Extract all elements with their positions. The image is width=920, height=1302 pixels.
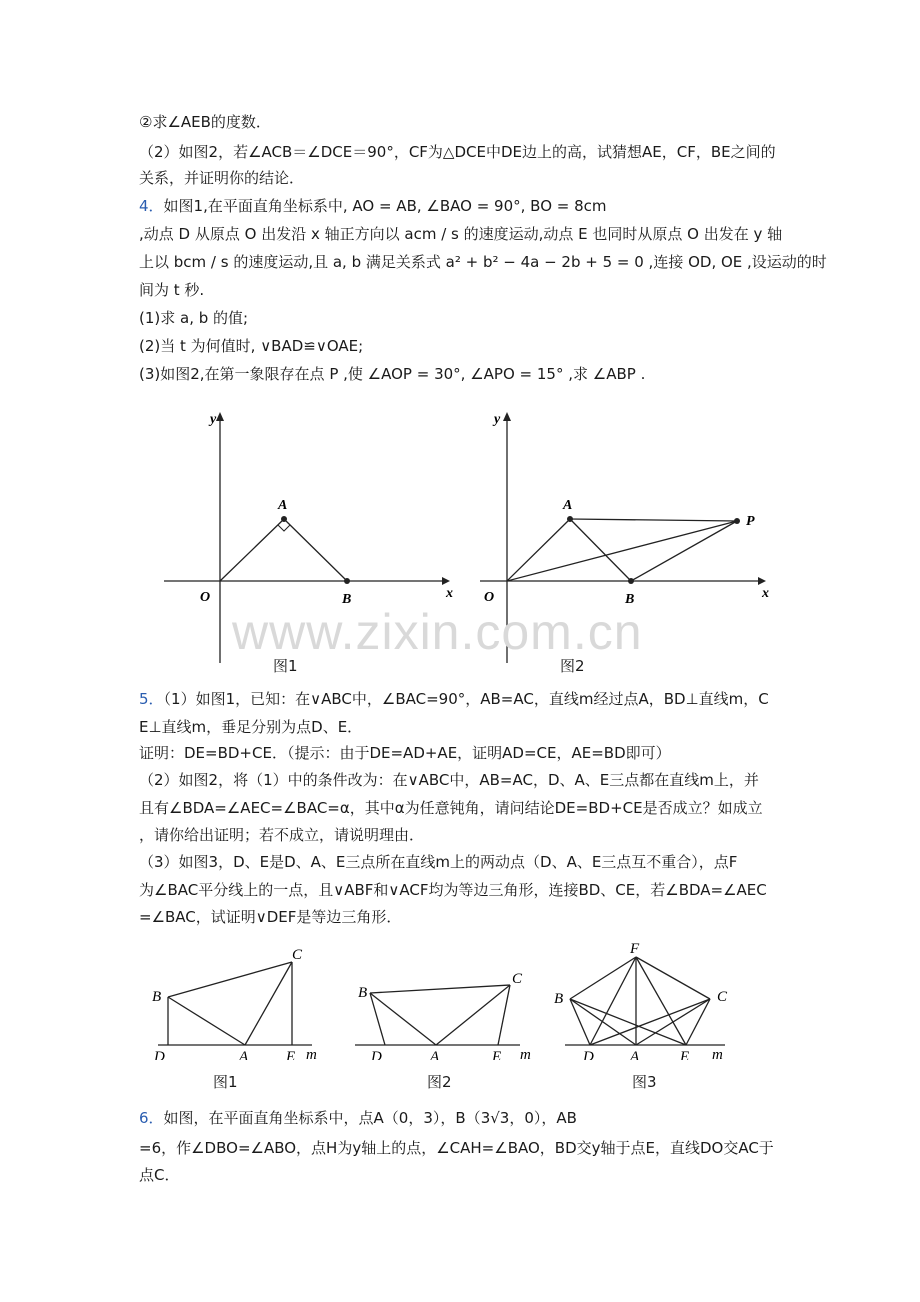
text-line-13: 证明：DE=BD+CE．（提示：由于DE=AD+AE，证明AD=CE，AE=BD即可） xyxy=(139,744,671,762)
q4-fig2-point-P xyxy=(734,518,740,524)
q5-fig3-label-A: A xyxy=(630,1049,640,1060)
q5-fig1-label-A: A xyxy=(239,1049,249,1060)
q4-fig1-point-A xyxy=(281,516,287,522)
q5-fig1-label-E: E xyxy=(286,1049,296,1060)
q4-part3: (3)如图2,在第一象限存在点 P ,使 ∠AOP = 30°, ∠APO = 15° ,求 ∠ABP . xyxy=(139,365,646,383)
q5-fig1-label-C: C xyxy=(292,947,303,963)
q4-caption-fig1: 图1 xyxy=(273,657,298,675)
q5-fig2-label-B: B xyxy=(358,985,368,1001)
text-line-5: ,动点 D 从原点 O 出发沿 x 轴正方向以 acm / s 的速度运动,动点 E 也同时从原点 O 出发在 y 轴 xyxy=(139,225,783,243)
q5-fig1-label-D: D xyxy=(154,1049,165,1060)
q4-fig2-segment-OA xyxy=(507,519,570,581)
q5-heading: 5．（1）如图1，已知：在∨ABC中，∠BAC=90°，AB=AC，直线m经过点A，BD⊥直线m，C xyxy=(139,690,769,708)
q4-fig1-label-O: O xyxy=(200,590,211,605)
text-line-14: （2）如图2，将（1）中的条件改为：在∨ABC中，AB=AC，D、A、E三点都在直线m上，并 xyxy=(139,771,759,789)
q4-fig2-segment-BP xyxy=(631,521,737,581)
q4-fig2-y-arrow xyxy=(503,412,511,421)
q4-part2: (2)当 t 为何值时, ∨BAD≌∨OAE; xyxy=(139,337,364,355)
q4-fig2-label-A: A xyxy=(563,498,573,513)
q5-fig1-label-B: B xyxy=(152,989,162,1005)
q5-figures xyxy=(140,935,780,1060)
q5-fig3-segment-BF xyxy=(570,957,636,999)
q5-fig2-label-E: E xyxy=(492,1049,502,1060)
q5-fig3-label-D: D xyxy=(583,1049,594,1060)
q5-fig3-label-B: B xyxy=(554,991,564,1007)
q5-caption-fig1: 图1 xyxy=(213,1073,238,1091)
text-line-3: 关系，并证明你的结论． xyxy=(139,169,305,187)
q4-heading-number: 4． xyxy=(139,197,164,215)
q6-heading: 6．如图，在平面直角坐标系中，点A（0，3），B（3√3，0），AB xyxy=(139,1109,577,1127)
text-line-12: E⊥直线m，垂足分别为点D、E． xyxy=(139,718,363,736)
q4-fig1-label-A: A xyxy=(278,498,288,513)
q4-fig2-label-O: O xyxy=(484,590,495,605)
q5-fig2-label-D: D xyxy=(371,1049,382,1060)
q4-fig1-segment-OA xyxy=(220,519,284,581)
text-line-22: 点C． xyxy=(139,1166,180,1184)
q5-fig1-label-m: m xyxy=(306,1047,317,1060)
text-line-21: =6，作∠DBO=∠ABO，点H为y轴上的点，∠CAH=∠BAO，BD交y轴于点E，直线DO交AC于 xyxy=(139,1139,774,1157)
q4-fig1-point-B xyxy=(344,578,350,584)
q4-fig2-label-P: P xyxy=(746,514,755,529)
q5-fig3-label-m: m xyxy=(712,1047,723,1060)
text-line-6: 上以 bcm / s 的速度运动,且 a, b 满足关系式 a² + b² − 4a − 2b + 5 = 0 ,连接 OD, OE ,设运动的时 xyxy=(139,253,827,271)
q4-fig1-segment-AB xyxy=(284,519,347,581)
text-line-18: 为∠BAC平分线上的一点，且∨ABF和∨ACF均为等边三角形，连接BD、CE，若∠BDA=∠AEC xyxy=(139,881,767,899)
q5-fig1-segment-AC xyxy=(245,962,292,1045)
q5-fig3-label-F: F xyxy=(630,941,640,957)
q4-fig2-point-A xyxy=(567,516,573,522)
q4-fig1-label-x: x xyxy=(446,586,453,601)
watermark: www.zixin.com.cn xyxy=(232,604,643,660)
q5-heading-number: 5． xyxy=(139,690,164,708)
q5-fig2-segment-BC xyxy=(370,985,510,993)
q4-fig2-label-y: y xyxy=(494,412,501,427)
text-line-2: （2）如图2，若∠ACB＝∠DCE＝90°，CF为△DCE中DE边上的高，试猜想AE，CF，BE之间的 xyxy=(139,143,776,161)
q5-fig3-segment-FC xyxy=(636,957,710,999)
q5-fig3-segment-CD xyxy=(590,999,710,1045)
q4-fig1-label-B: B xyxy=(342,592,352,607)
q5-fig2-segment-AC xyxy=(436,985,510,1045)
q5-caption-fig2: 图2 xyxy=(427,1073,452,1091)
text-line-17: （3）如图3，D、E是D、A、E三点所在直线m上的两动点（D、A、E三点互不重合），点F xyxy=(139,853,738,871)
text-line-19: =∠BAC，试证明∨DEF是等边三角形． xyxy=(139,908,402,926)
q4-fig2-segment-AB xyxy=(570,519,631,581)
q4-fig2-x-arrow xyxy=(758,577,766,585)
q6-heading-number: 6． xyxy=(139,1109,164,1127)
q4-part1: (1)求 a, b 的值; xyxy=(139,309,249,327)
q4-fig2-segment-AP xyxy=(570,519,737,521)
q5-fig3-label-E: E xyxy=(680,1049,690,1060)
q4-fig2-point-B xyxy=(628,578,634,584)
q5-fig1-segment-BA xyxy=(168,997,245,1045)
q4-fig1-label-y: y xyxy=(210,412,217,427)
q5-fig2-segment-BA xyxy=(370,993,436,1045)
q4-fig1-x-arrow xyxy=(442,577,450,585)
text-line-7: 间为 t 秒. xyxy=(139,281,205,299)
text-line-15: 且有∠BDA=∠AEC=∠BAC=α，其中α为任意钝角，请问结论DE=BD+CE是否成立？如成立 xyxy=(139,799,763,817)
q5-fig3-segment-FD xyxy=(590,957,636,1045)
q5-fig1-segment-BC xyxy=(168,962,292,997)
q5-fig2-label-C: C xyxy=(512,971,523,987)
q5-fig2-label-A: A xyxy=(430,1049,440,1060)
q5-caption-fig3: 图3 xyxy=(632,1073,657,1091)
q5-fig3-segment-FE xyxy=(636,957,686,1045)
q4-caption-fig2: 图2 xyxy=(560,657,585,675)
q4-fig2-label-B: B xyxy=(625,592,635,607)
q4-fig1-right-angle-mark xyxy=(278,525,290,531)
q5-fig2-segment-BD xyxy=(370,993,385,1045)
q4-fig2-label-x: x xyxy=(762,586,769,601)
text-line-1: ②求∠AEB的度数． xyxy=(139,113,271,131)
q4-fig1-y-arrow xyxy=(216,412,224,421)
text-line-16: ，请你给出证明；若不成立，请说明理由． xyxy=(139,826,425,844)
q4-heading: 4．如图1,在平面直角坐标系中, AO = AB, ∠BAO = 90°, BO = 8cm xyxy=(139,197,607,215)
q5-fig3-label-C: C xyxy=(717,989,728,1005)
q5-fig2-label-m: m xyxy=(520,1047,531,1060)
